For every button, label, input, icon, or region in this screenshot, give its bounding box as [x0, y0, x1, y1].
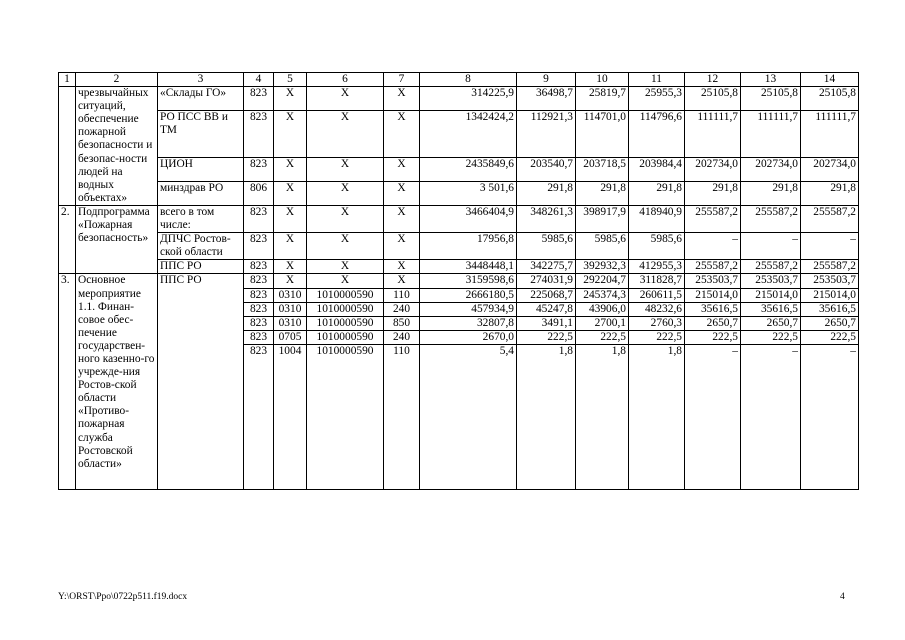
- cell-c13: 2650,7: [741, 316, 801, 330]
- cell-c11: 418940,9: [629, 205, 685, 232]
- cell-c7: Х: [384, 111, 420, 158]
- cell-c11: 2760,3: [629, 316, 685, 330]
- cell-c5: Х: [274, 87, 307, 111]
- cell-c5: 1004: [274, 344, 307, 489]
- table-row: [59, 205, 859, 232]
- column-number-header: 14: [801, 73, 859, 87]
- cell-c10: 222,5: [576, 330, 629, 344]
- column-number-header: 1: [59, 73, 76, 87]
- cell-c6: Х: [307, 260, 384, 274]
- cell-c10: 43906,0: [576, 302, 629, 316]
- column-number-header: 4: [244, 73, 274, 87]
- cell-c7: 240: [384, 330, 420, 344]
- table-row: [59, 87, 859, 111]
- cell-c6: Х: [307, 205, 384, 232]
- column-number-header: 2: [76, 73, 158, 87]
- cell-c7: Х: [384, 260, 420, 274]
- cell-c4: 823: [244, 111, 274, 158]
- cell-c11: 5985,6: [629, 233, 685, 260]
- cell-c6: Х: [307, 181, 384, 205]
- cell-c11: 412955,3: [629, 260, 685, 274]
- cell-c6: 1010000590: [307, 302, 384, 316]
- cell-c10: 291,8: [576, 181, 629, 205]
- cell-c14: 255587,2: [801, 260, 859, 274]
- cell-c10: 2700,1: [576, 316, 629, 330]
- program-name-cell: чрезвычайных ситуаций, обеспечение пожарной безопасности и безопас-ности людей на водных объектах»: [76, 87, 158, 206]
- row-number-cell: [59, 87, 76, 206]
- cell-c9: 36498,7: [517, 87, 576, 111]
- cell-c6: Х: [307, 233, 384, 260]
- column-number-header: 7: [384, 73, 420, 87]
- cell-c10: 292204,7: [576, 274, 629, 288]
- budget-table: [58, 72, 859, 490]
- cell-c9: 222,5: [517, 330, 576, 344]
- cell-c9: 45247,8: [517, 302, 576, 316]
- cell-c9: 3491,1: [517, 316, 576, 330]
- cell-c7: 240: [384, 302, 420, 316]
- cell-c7: 110: [384, 344, 420, 489]
- cell-c5: 0310: [274, 302, 307, 316]
- cell-c10: 398917,9: [576, 205, 629, 232]
- cell-c8: 2666180,5: [420, 288, 517, 302]
- table-row: [59, 111, 859, 158]
- cell-c7: Х: [384, 157, 420, 181]
- cell-c13: 25105,8: [741, 87, 801, 111]
- cell-c8: 3 501,6: [420, 181, 517, 205]
- table-row: [59, 260, 859, 274]
- cell-c8: 3448448,1: [420, 260, 517, 274]
- table-row: [59, 274, 859, 288]
- cell-c5: Х: [274, 181, 307, 205]
- column-number-header: 6: [307, 73, 384, 87]
- cell-c14: 35616,5: [801, 302, 859, 316]
- cell-c13: 35616,5: [741, 302, 801, 316]
- cell-c13: 291,8: [741, 181, 801, 205]
- cell-c11: 222,5: [629, 330, 685, 344]
- cell-c6: 1010000590: [307, 316, 384, 330]
- row-number-cell: 3.: [59, 274, 76, 489]
- cell-c9: 1,8: [517, 344, 576, 489]
- cell-c8: 2670,0: [420, 330, 517, 344]
- row-number-cell: 2.: [59, 205, 76, 273]
- column-number-header: 9: [517, 73, 576, 87]
- cell-c11: 25955,3: [629, 87, 685, 111]
- cell-c6: Х: [307, 111, 384, 158]
- cell-c6: 1010000590: [307, 288, 384, 302]
- cell-c8: 2435849,6: [420, 157, 517, 181]
- cell-c8: 5,4: [420, 344, 517, 489]
- cell-c12: 255587,2: [685, 205, 741, 232]
- program-name-cell: Подпрограмма «Пожарная безопасность»: [76, 205, 158, 273]
- cell-c13: –: [741, 344, 801, 489]
- page-number: 4: [840, 592, 845, 602]
- column-number-header: 8: [420, 73, 517, 87]
- cell-c6: 1010000590: [307, 330, 384, 344]
- cell-c4: 823: [244, 87, 274, 111]
- cell-c8: 17956,8: [420, 233, 517, 260]
- table-row: [59, 233, 859, 260]
- cell-c14: –: [801, 233, 859, 260]
- cell-c13: 202734,0: [741, 157, 801, 181]
- cell-c12: 202734,0: [685, 157, 741, 181]
- table-body: [59, 73, 859, 490]
- cell-c7: Х: [384, 233, 420, 260]
- cell-c4: 823: [244, 344, 274, 489]
- cell-c9: 274031,9: [517, 274, 576, 288]
- cell-c5: Х: [274, 233, 307, 260]
- cell-c12: 25105,8: [685, 87, 741, 111]
- cell-c6: Х: [307, 87, 384, 111]
- cell-c5: Х: [274, 157, 307, 181]
- cell-c5: 0310: [274, 288, 307, 302]
- cell-c10: 5985,6: [576, 233, 629, 260]
- cell-c6: 1010000590: [307, 344, 384, 489]
- column-number-header: 12: [685, 73, 741, 87]
- cell-c13: 222,5: [741, 330, 801, 344]
- cell-c5: 0705: [274, 330, 307, 344]
- cell-c14: –: [801, 344, 859, 489]
- cell-c12: 255587,2: [685, 260, 741, 274]
- table-row: [59, 181, 859, 205]
- cell-c12: 291,8: [685, 181, 741, 205]
- cell-c10: 245374,3: [576, 288, 629, 302]
- cell-c12: –: [685, 344, 741, 489]
- cell-c13: 255587,2: [741, 205, 801, 232]
- cell-c8: 3466404,9: [420, 205, 517, 232]
- cell-c13: 255587,2: [741, 260, 801, 274]
- cell-c10: 203718,5: [576, 157, 629, 181]
- cell-c12: 35616,5: [685, 302, 741, 316]
- cell-c11: 203984,4: [629, 157, 685, 181]
- cell-c9: 5985,6: [517, 233, 576, 260]
- cell-c5: 0310: [274, 316, 307, 330]
- header-row: [59, 73, 859, 87]
- cell-c12: 215014,0: [685, 288, 741, 302]
- cell-c8: 314225,9: [420, 87, 517, 111]
- cell-c5: Х: [274, 111, 307, 158]
- cell-c10: 114701,0: [576, 111, 629, 158]
- cell-c4: 823: [244, 330, 274, 344]
- cell-c14: 291,8: [801, 181, 859, 205]
- executor-cell: всего в том числе:: [158, 205, 244, 232]
- cell-c13: 253503,7: [741, 274, 801, 288]
- cell-c7: 110: [384, 288, 420, 302]
- cell-c13: 111111,7: [741, 111, 801, 158]
- cell-c4: 823: [244, 205, 274, 232]
- cell-c11: 260611,5: [629, 288, 685, 302]
- cell-c4: 823: [244, 274, 274, 288]
- program-name-cell: Основное мероприятие 1.1. Финан-совое обес-печение государствен-ного казенно-го учрежде-ния Ростов-ской области «Противо-пожарная служба Ростовской области»: [76, 274, 158, 489]
- cell-c7: Х: [384, 205, 420, 232]
- cell-c4: 823: [244, 157, 274, 181]
- cell-c4: 823: [244, 316, 274, 330]
- executor-cell: РО ПСС ВВ и ТМ: [158, 111, 244, 158]
- cell-c5: Х: [274, 274, 307, 288]
- cell-c7: 850: [384, 316, 420, 330]
- column-number-header: 3: [158, 73, 244, 87]
- cell-c12: 2650,7: [685, 316, 741, 330]
- column-number-header: 10: [576, 73, 629, 87]
- cell-c4: 823: [244, 302, 274, 316]
- cell-c7: Х: [384, 274, 420, 288]
- cell-c9: 342275,7: [517, 260, 576, 274]
- cell-c12: 253503,7: [685, 274, 741, 288]
- cell-c11: 311828,7: [629, 274, 685, 288]
- document-path: Y:\ORST\Ppo\0722p511.f19.docx: [58, 592, 188, 602]
- cell-c14: 253503,7: [801, 274, 859, 288]
- cell-c5: Х: [274, 260, 307, 274]
- cell-c10: 392932,3: [576, 260, 629, 274]
- cell-c14: 25105,8: [801, 87, 859, 111]
- cell-c12: –: [685, 233, 741, 260]
- cell-c8: 1342424,2: [420, 111, 517, 158]
- cell-c11: 1,8: [629, 344, 685, 489]
- cell-c14: 111111,7: [801, 111, 859, 158]
- executor-cell: ДПЧС Ростов-ской области: [158, 233, 244, 260]
- cell-c4: 823: [244, 288, 274, 302]
- table-row: [59, 157, 859, 181]
- cell-c14: 255587,2: [801, 205, 859, 232]
- cell-c9: 291,8: [517, 181, 576, 205]
- cell-c6: Х: [307, 157, 384, 181]
- cell-c11: 48232,6: [629, 302, 685, 316]
- cell-c14: 215014,0: [801, 288, 859, 302]
- cell-c12: 222,5: [685, 330, 741, 344]
- cell-c5: Х: [274, 205, 307, 232]
- executor-cell: ЦИОН: [158, 157, 244, 181]
- cell-c7: Х: [384, 87, 420, 111]
- cell-c14: 2650,7: [801, 316, 859, 330]
- executor-cell: «Склады ГО»: [158, 87, 244, 111]
- cell-c4: 823: [244, 233, 274, 260]
- cell-c11: 114796,6: [629, 111, 685, 158]
- cell-c6: Х: [307, 274, 384, 288]
- cell-c8: 3159598,6: [420, 274, 517, 288]
- cell-c13: –: [741, 233, 801, 260]
- column-number-header: 11: [629, 73, 685, 87]
- cell-c14: 222,5: [801, 330, 859, 344]
- executor-cell: ППС РО: [158, 260, 244, 274]
- cell-c8: 457934,9: [420, 302, 517, 316]
- cell-c9: 225068,7: [517, 288, 576, 302]
- cell-c4: 823: [244, 260, 274, 274]
- cell-c9: 348261,3: [517, 205, 576, 232]
- column-number-header: 5: [274, 73, 307, 87]
- cell-c11: 291,8: [629, 181, 685, 205]
- cell-c14: 202734,0: [801, 157, 859, 181]
- executor-cell: минздрав РО: [158, 181, 244, 205]
- executor-cell: ППС РО: [158, 274, 244, 489]
- cell-c9: 203540,7: [517, 157, 576, 181]
- cell-c12: 111111,7: [685, 111, 741, 158]
- cell-c13: 215014,0: [741, 288, 801, 302]
- cell-c9: 112921,3: [517, 111, 576, 158]
- cell-c10: 1,8: [576, 344, 629, 489]
- cell-c10: 25819,7: [576, 87, 629, 111]
- column-number-header: 13: [741, 73, 801, 87]
- cell-c8: 32807,8: [420, 316, 517, 330]
- cell-c7: Х: [384, 181, 420, 205]
- cell-c4: 806: [244, 181, 274, 205]
